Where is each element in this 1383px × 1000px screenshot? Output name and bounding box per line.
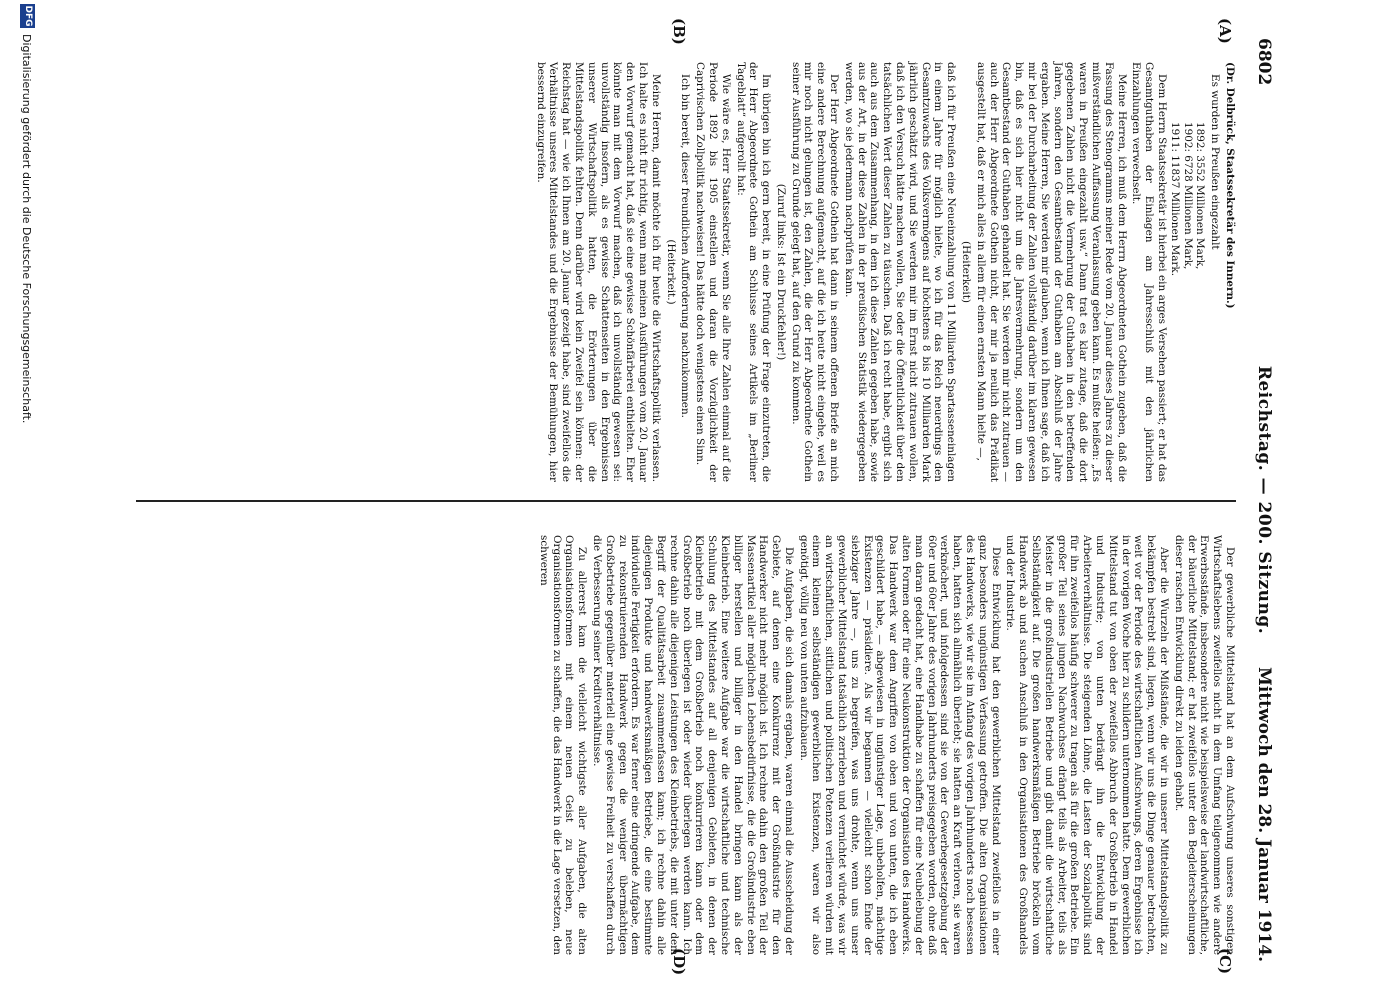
quotation: Wie wäre es, Herr Staatssekretär, wenn Sie alle Ihre Zahlen einmal auf die Periode 1892 bis 1905 einstellen und daran die Vorzüglichkeit der Caprivischen Zollpolitik nachweisen! Das hätte doch wenigstens einen Sinn. [694,62,732,482]
interjection: (Heiterkeit.) [664,239,677,305]
paragraph: Der gewerbliche Mittelstand hat an dem Aufschwung unseres sonstigen Wirtschaftslebens zweifellos nicht in dem Umfang teilgenommen wie andere Erwerbsstände, insbesondere nicht wie beispielsweise der landwirtschaftliche, der bäuerliche Mittelstand; er hat zweifellos unter den Begleiterscheinungen dieser raschen Entwicklung direkt zu leiden gehabt. [1172,535,1236,955]
paragraph: Zu allererst kam die vielleicht wichtigste aller Aufgaben, die alten Organisationsformen mit einem neuen Geist zu beleben, neue Organisationsformen zu schaffen, die das Handwerk in die Lage versetzen, den schweren [537,535,589,955]
column-divider [136,500,1236,502]
paragraph: Dem Herrn Staatssekretär ist hierbei ein arges Versehen passiert; er hat das Gesamtguthaben der Einlagen am Jahresschluß mit den jährlichen Einzahlungen verwechselt. [1130,62,1169,482]
margin-marker-c: (C) [1216,948,1234,975]
margin-marker-d: (D) [670,948,688,976]
margin-marker-b: (B) [670,18,688,45]
speaker-attribution: (Dr. Delbrück, Staatssekretär des Innern.) [1224,62,1236,309]
right-column [535,535,1236,955]
page-title: Reichstag. — 200. Sitzung. [1254,365,1274,635]
figure-line: 1892: 3552 Millionen Mark, [1194,122,1207,270]
paragraph: Ich bin bereit, dieser freundlichen Aufforderung nachzukommen. [679,74,692,418]
margin-marker-a: (A) [1216,18,1234,44]
interjection: (Heiterkeit) [960,241,973,303]
session-date: Mittwoch den 28. Januar 1914. [1254,667,1274,962]
paragraph: Aber die Wurzeln der Mißstände, die wir in unserer Mittelstandspolitik zu bekämpfen bestrebt sind, liegen, wenn wir uns die Dinge genauer betrachten, weit vor der Periode des wirtschaftlichen Aufschwungs, deren Ergebnisse ich in der vorigen Woche hier zu schildern unternommen hatte. Dem gewerblichen Mittelstand tut von oben der zweifellos Abbruch der Großbetrieb in Handel und Industrie; von unten bedrängt ihn die Entwicklung der Arbeiterverhältnisse. Die steigenden Löhne, die Lasten der Sozialpolitik sind für ihn zweifellos häufig schwerer zu tragen als für die großen Betriebe. Ein großer Teil seines jungen Nachwuchses drängt teils als Arbeiter, teils als Meister in die großindustriellen Betriebe und gibt damit die wirtschaftliche Selbständigkeit auf. Die großen handwerksmäßigen Betriebe bröckeln vom Handwerk ab und suchen Anschluß in den Organisationen des Großhandels und der Industrie. [1004,535,1171,955]
figure-line: 1902: 6728 Millionen Mark, [1181,122,1194,270]
paragraph: Diese Entwicklung hat den gewerblichen Mittelstand zweifellos in einer ganz besonders ungünstigen Verfassung getroffen. Die alten Organisationen des Handwerks, wie wir sie im Anfang des vorigen Jahrhunderts noch besessen haben, hatten sich allmählich überlebt; sie hatten an Kraft verloren, sie waren verknöchert, und infolgedessen sind sie von der Gewerbegesetzgebung der 60er und 60er Jahre des vorigen Jahrhunderts preisgegeben worden, ohne daß man daran gedacht hat, eine Handhabe zu schaffen für eine Neubelebung der alten Formen oder für eine Neukonstruktion der Organisation des Handwerks. Das Handwerk war dem Angriffen von oben und von unten, die ich eben geschildert habe, — abgewiesen in ungünstiger Lage, unbeholfen, mächtige Existenzen — präsidiere. Als wir begannen — vielleicht schon Ende der siebziger Jahre —, uns zu begreifen, was uns drohte, wenn uns unser gewerblicher Mittelstand tatsächlich zerrieben und vernichtet würde, was wir an wirtschaftlichen, sittlichen und politischen Potenzen verlieren würden mit einem kleinen selbständigen gewerblichen Existenzen, waren wir also genötigt, völlig neu von unten aufzubauen. [797,535,1002,955]
paragraph: daß ich für Preußen eine Neueinzahlung von 11 Milliarden Spartasseneinlagen in einem Jahre für möglich hielte, wo ich für das Reich neuerdings den Gesamtzuwachs des Volksvermögens auf höchstens 8 bis 10 Milliarden Mark jährlich geschätzt wird, und Sie werden mir im Ernst nicht zutrauen wollen, daß ich den Versuch hätte machen wollen, Sie oder die Öffentlichkeit über den tatsächlichen Wert dieser Zahlen zu täuschen. Daß ich recht habe, ergibt sich auch aus dem Zusammenhang, in dem ich diese Zahlen gegeben habe, sowie aus der Art, in der diese Zahlen in der preußischen Statistik wiedergegeben werden, wo sie jedermann nachprüfen kann. [842,62,958,482]
paragraph: Meine Herren, ich muß dem Herrn Abgeordneten Gothein zugeben, daß die Fassung des Stenogramms meiner Rede vom 20. Januar dieses Jahres zu dieser mißverständlichen Auffassung Veranlassung geben kann. Es mußte heißen: „Es waren in Preußen eingezahlt usw.“ Dann trat es klar zutage, daß die dort gegebenen Zahlen nicht die Vermehrung der Guthaben in den betreffenden Jahren, sondern den Gesamtbestand der Guthaben am Abschluß der Jahre ergaben. Meine Herren, Sie werden mir glauben, wenn ich Ihnen sage, daß ich mir bei der Durcharbeitung der Zahlen vollständig darüber im klaren gewesen bin, daß es sich hier nicht um die Jahresvermehrung, sondern um den Gesamtbestand der Guthaben gehandelt hat. Sie werden mir nicht zutrauen — auch der Herr Abgeordnete Gothein nicht, der mir ja neulich das Prädikat ausgestellt hat, daß er mich alles in allem für einen ernsten Mann hielte —, [974,62,1128,482]
paragraph: Im übrigen bin ich gern bereit, in eine Prüfung der Frage einzutreten, die der Herr Abgeordnete Gothein am Schlusse seines Artikels im „Berliner Tageblatt“ aufgerollt hat: [734,62,773,482]
paragraph: Meine Herren, damit möchte ich für heute die Wirtschaftspolitik verlassen. Ich halte es nicht für richtig, wenn man meinen Ausführungen vom 20. Januar den Vorwurf gemacht hat, daß sie eine gewisse Schönfärberei enthielten. Eher könnte man mit dem Vorwurf machen, daß ich unvollständig gewesen sei: unvollständig insofern, als es gewisse Schattenseiten in den Ergebnissen unserer Wirtschaftspolitik hatten, die Erörterungen über die Mittelstandspolitik fehlten. Denn darüber wird kein Zweifel sein können: der Reichstag hat — wie ich Ihnen am 20. Januar gezeigt habe, sind zweifellos die Verhältnisse unseres Mittelstandes und die Ergebnisse der Bemühungen, hier bessernd einzugreifen. [534,62,662,482]
left-column [532,62,1236,482]
page-number: 6802 [1254,38,1274,86]
funding-note: Digitalisierung gefördert durch die Deutsche Forschungsgemeinschaft. [20,34,33,424]
interjection: (Zuruf links: Ist ein Druckfehler!) [774,183,787,361]
paragraph: Es wurden in Preußen eingezahlt [1209,74,1222,250]
dfg-logo: DFG [20,4,35,28]
paragraph: Der Herr Abgeordnete Gothein hat dann in seinem offenen Briefe an mich eine andere Berechnung aufgemacht, auf die ich heute nicht eingehe, weil es mir noch nicht gelungen ist, den Zahlen, die der Herr Abgeordnete Gothein seiner Ausführung zu Grunde gelegt hat, auf den Grund zu kommen. [789,62,841,482]
page-header [1248,0,1278,1000]
paragraph: Die Aufgaben, die sich damals ergaben, waren einmal die Ausscheidung der Gebiete, auf denen eine Konkurrenz mit der Großindustrie für den Handwerker nicht mehr möglich ist. Ich rechne dahin den großen Teil der Massenartikel aller möglichen Lebensbedürfnisse, die die Großindustrie eben billiger herstellen und billiger in den Handel bringen kann als der Kleinbetrieb. Eine weitere Aufgabe war die wirtschaftliche und technische Schulung des Mittelstandes auf all denjenigen Gebieten, in denen der Kleinbetrieb mit dem Großbetrieb noch konkurrieren kann oder dem Großbetrieb noch überlegen ist oder wieder überlegen werden kann. Ich rechne dahin alle diejenigen Leistungen des Kleinbetriebs, die mit unter dem Begriff der Qualitätsarbeit zusammenfassen kann; ich rechne dahin alle diejenigen Produkte und handwerksmäßigen Betriebe, die eine bestimmte individuelle Fertigkeit erfordern. Es war ferner eine dringende Aufgabe, dem zu rekonstruierenden Handwerk gegen die weniger übermächtigen Großbetriebe gegenüber materiell eine gewisse Freiheit zu verschaffen durch die Verbesserung seiner Kreditverhältnisse. [590,535,795,955]
figure-line: 1911: 11837 Millionen Mark. [1168,122,1181,277]
